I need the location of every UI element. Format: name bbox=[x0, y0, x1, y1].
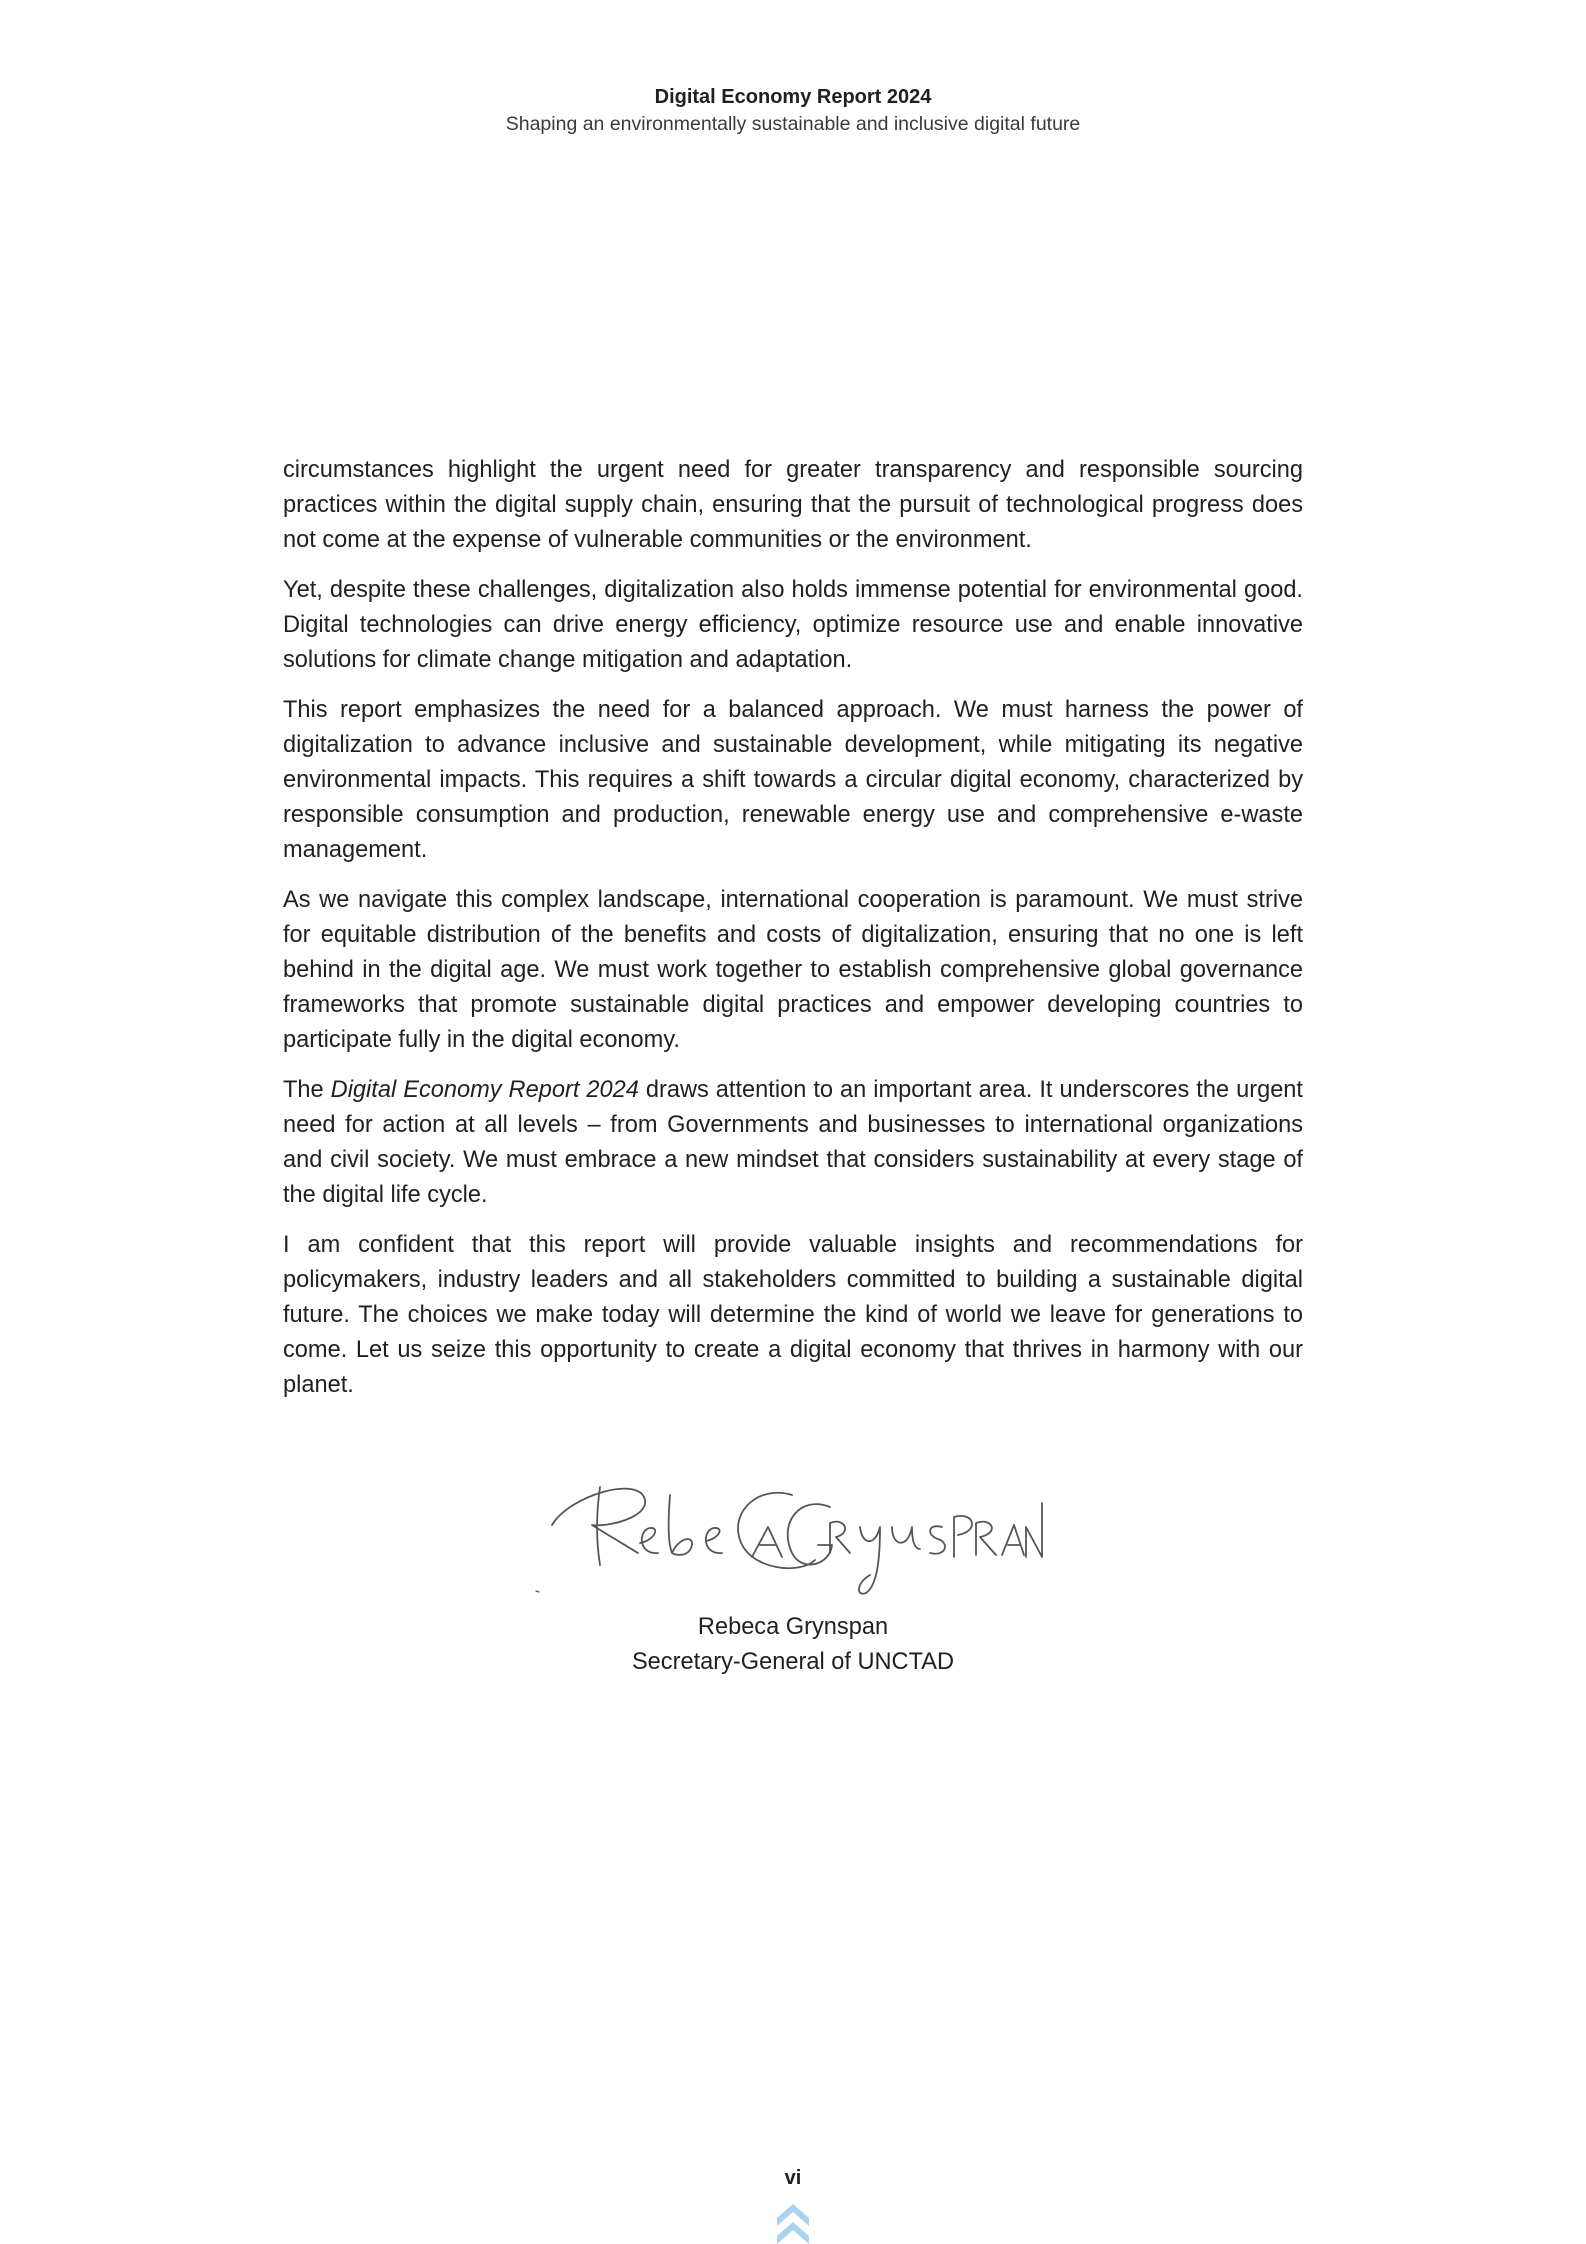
paragraph-3: This report emphasizes the need for a balanced approach. We must harness the power of digitalization to advance inclusive and sustainable development, while mitigating its negative environmental impacts. This requires a shift towards a circular digital economy, characterized by responsible consumption and production, renewable energy use and comprehensive e-waste management. bbox=[283, 697, 1303, 863]
report-title: Digital Economy Report 2024 bbox=[654, 86, 932, 108]
paragraph-4: As we navigate this complex landscape, international cooperation is paramount. We must strive for equitable distribution of the benefits and costs of digitalization, ensuring that no one is left behind in the digital age. We must work together to establish comprehensive global governance frameworks that promote sustainable digital practices and empower developing countries to participate fully in the digital economy. bbox=[283, 887, 1303, 1053]
paragraph-2: Yet, despite these challenges, digitalization also holds immense potential for environmental good. Digital technologies can drive energy efficiency, optimize resource use and enable innovative solutions for climate change mitigation and adaptation. bbox=[283, 577, 1303, 673]
report-title-italic: Digital Economy Report 2024 bbox=[330, 1077, 639, 1103]
handwritten-signature bbox=[530, 1465, 1050, 1605]
foreword-body bbox=[283, 453, 1303, 1418]
signatory-name: Rebeca Grynspan bbox=[697, 1614, 889, 1640]
paragraph-5-prefix: The bbox=[283, 1077, 331, 1103]
paragraph-5 bbox=[283, 1073, 1303, 1213]
signatory-block bbox=[0, 1610, 1586, 1680]
running-header bbox=[0, 84, 1586, 137]
paragraph-5-suffix: draws attention to an important area. It underscores the urgent need for action at all levels – from Governments and businesses to international organizations and civil society. We must embrace a new mindset that considers sustainability at every stage of the digital life cycle. bbox=[283, 1077, 1303, 1208]
paragraph-1: circumstances highlight the urgent need for greater transparency and responsible sourcing practices within the digital supply chain, ensuring that the pursuit of technological progress does not come at the expense of vulnerable communities or the environment. bbox=[283, 457, 1303, 553]
signatory-title: Secretary-General of UNCTAD bbox=[631, 1649, 955, 1675]
page-number: vi bbox=[784, 2167, 802, 2189]
chevron-up-icon[interactable] bbox=[773, 2196, 813, 2244]
report-subtitle: Shaping an environmentally sustainable and inclusive digital future bbox=[505, 113, 1081, 135]
paragraph-6: I am confident that this report will provide valuable insights and recommendations for policymakers, industry leaders and all stakeholders committed to building a sustainable digital future. The choices we make today will determine the kind of world we leave for generations to come. Let us seize this opportunity to create a digital economy that thrives in harmony with our planet. bbox=[283, 1232, 1303, 1398]
